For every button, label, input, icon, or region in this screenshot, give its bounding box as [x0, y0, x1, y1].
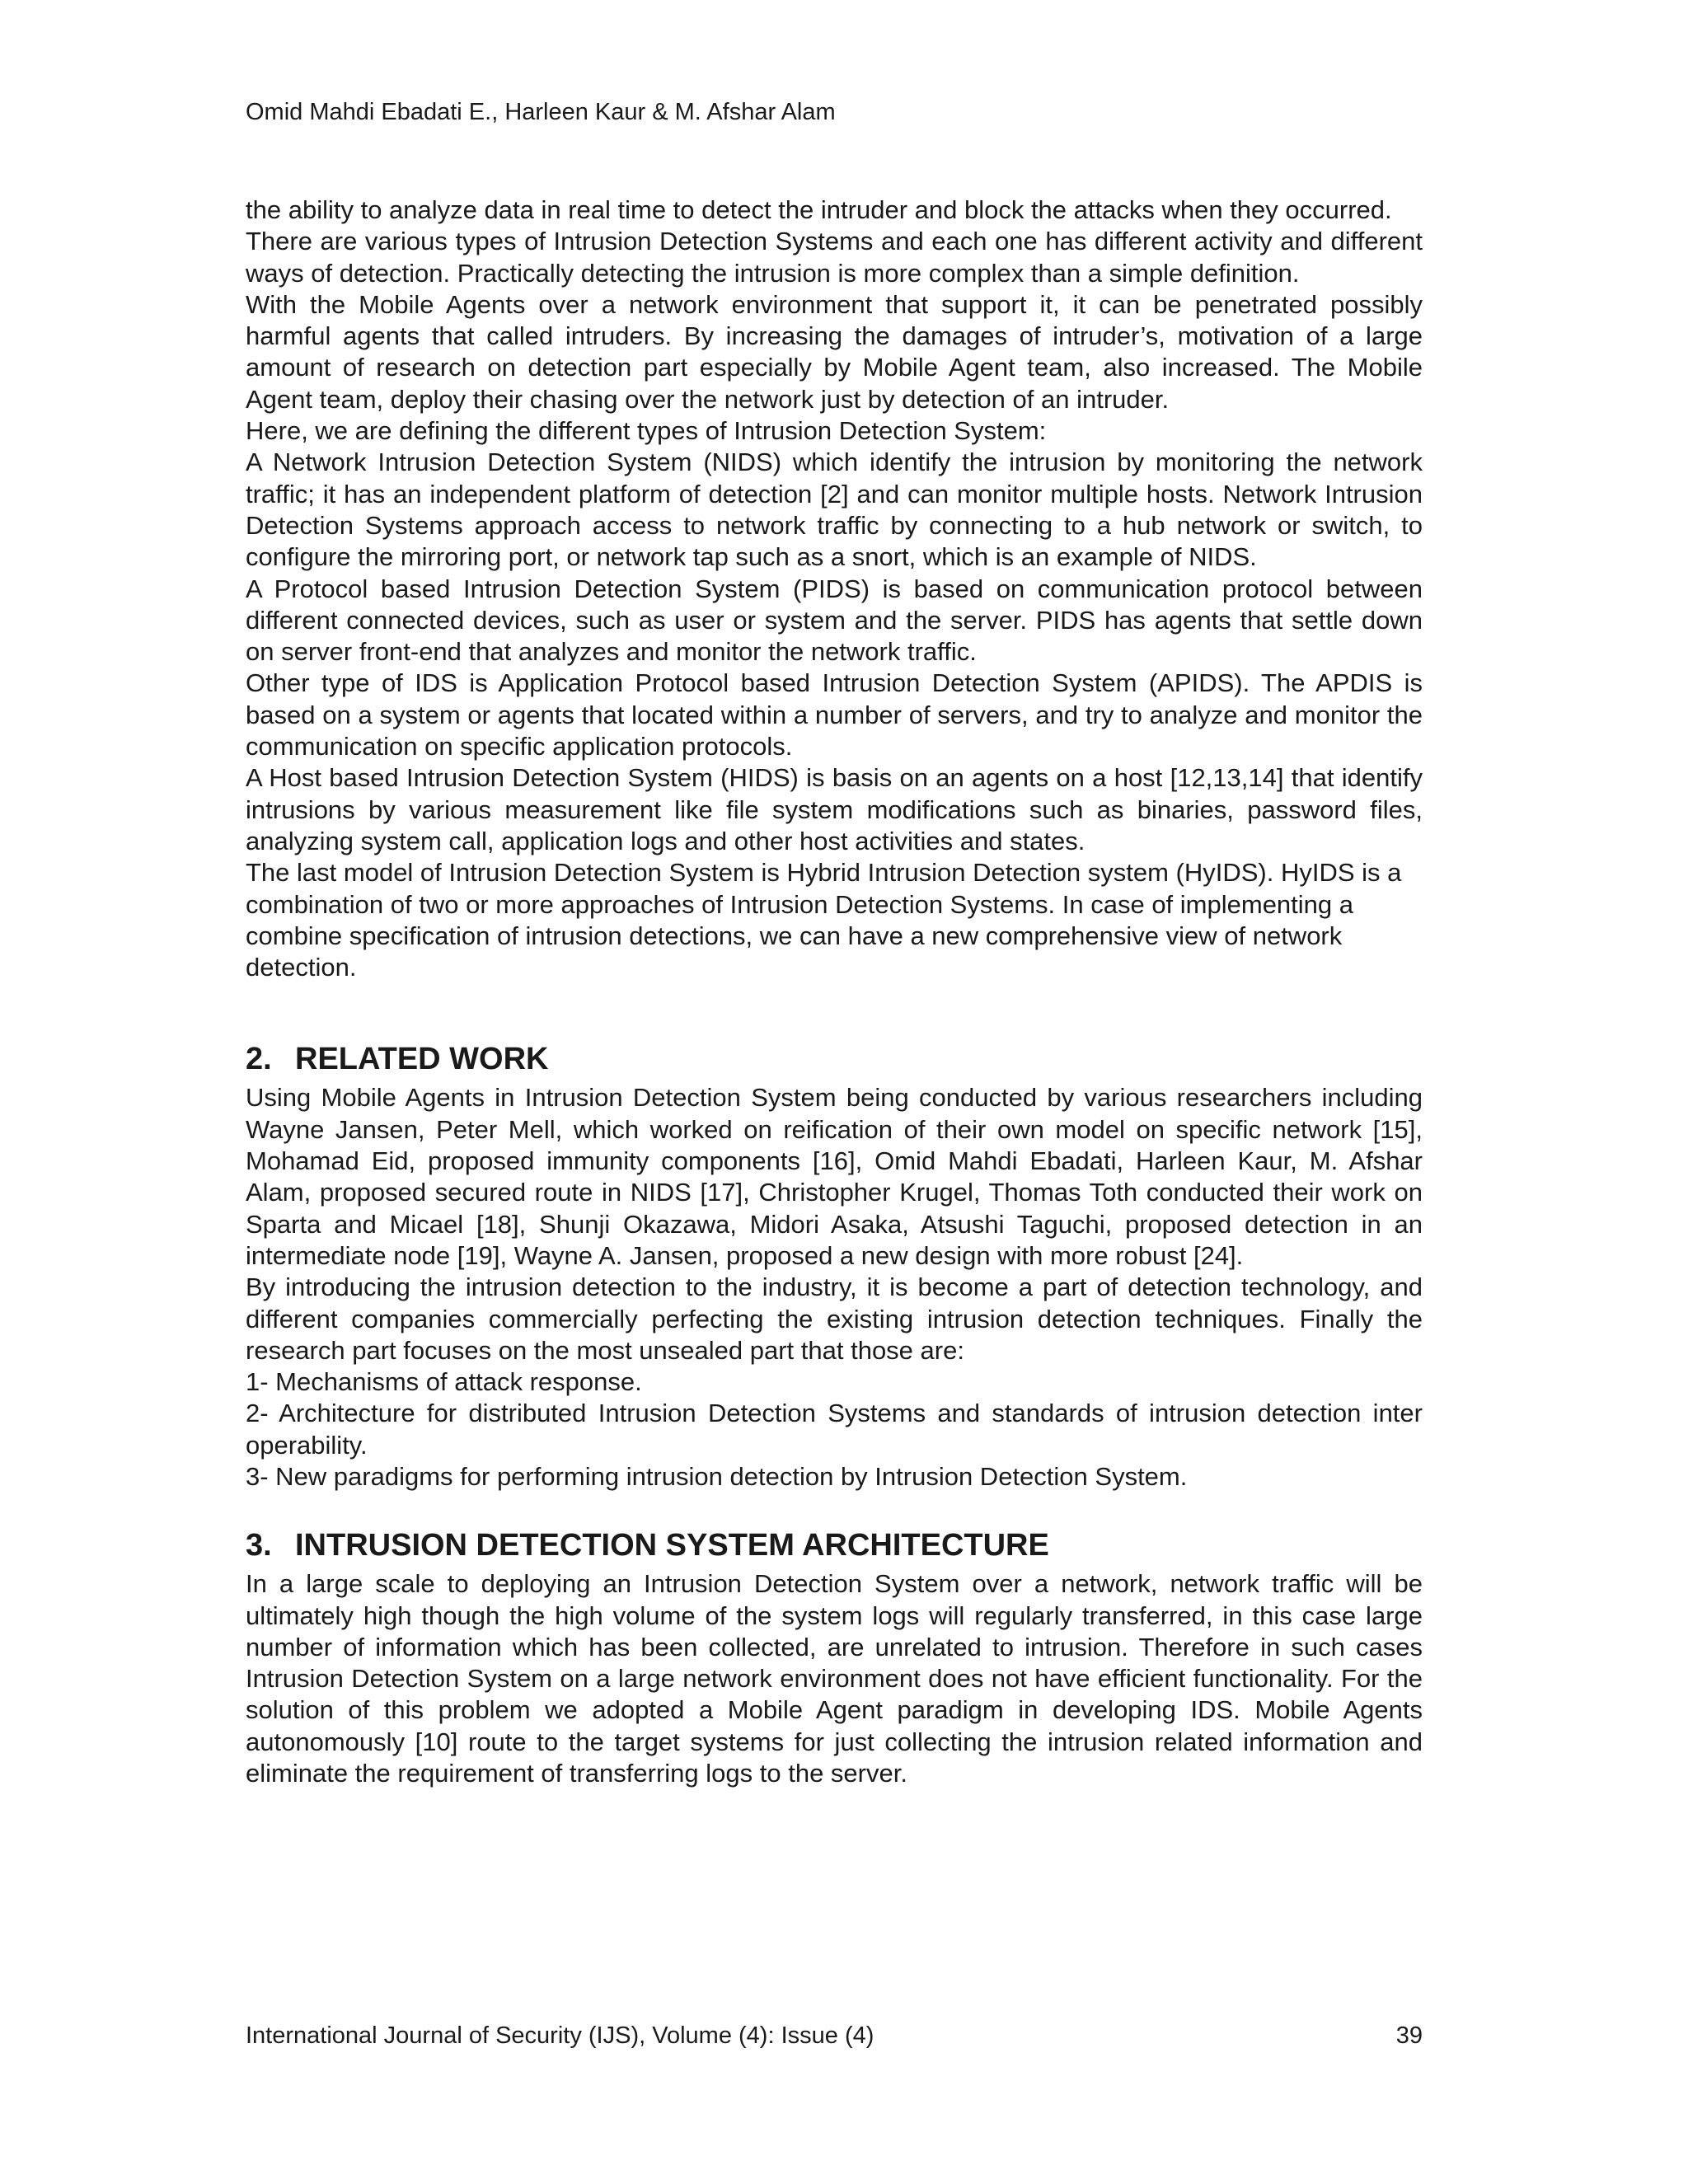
list-item: 1- Mechanisms of attack response.	[246, 1367, 642, 1397]
section-heading-ids-architecture	[246, 1526, 1423, 1565]
section-number: 2.	[246, 1042, 272, 1077]
paragraph: In a large scale to deploying an Intrusion Detection System over a network, network traffic will be ultimately high though the high volume of the system logs will regularly transferred, in this case large number of information which has been collected, are unrelated to intrusion. Therefore in such cases Intrusion Detection System on a large network environment does not have efficient functionality. For the solution of this problem we adopted a Mobile Agent paradigm in developing IDS. Mobile Agents autonomously [10] route to the target systems for just collecting the intrusion related information and eliminate the requirement of transferring logs to the server.	[246, 1569, 1423, 1788]
paragraph: A Network Intrusion Detection System (NIDS) which identify the intrusion by monitoring the network traffic; it has an independent platform of detection [2] and can monitor multiple hosts. Network Intrusion Detection Systems approach access to network traffic by connecting to a hub network or switch, to configure the mirroring port, or network tap such as a snort, which is an example of NIDS.	[246, 448, 1423, 572]
section-number: 3.	[246, 1528, 272, 1563]
journal-citation: International Journal of Security (IJS), Volume (4): Issue (4)	[246, 2022, 874, 2049]
list-item: 3- New paradigms for performing intrusion detection by Intrusion Detection System.	[246, 1461, 1188, 1491]
page-body	[246, 194, 1423, 1789]
paragraph: Other type of IDS is Application Protocol based Intrusion Detection System (APIDS). The APDIS is based on a system or agents that located within a number of servers, and try to analyze and monitor the communication on specific application protocols.	[246, 668, 1423, 762]
paragraph: With the Mobile Agents over a network environment that support it, it can be penetrated possibly harmful agents that called intruders. By increasing the damages of intruder’s, motivation of a large amount of research on detection part especially by Mobile Agent team, also increased. The Mobile Agent team, deploy their chasing over the network just by detection of an intruder.	[246, 289, 1423, 414]
paragraph: The last model of Intrusion Detection System is Hybrid Intrusion Detection system (HyIDS). HyIDS is a combination of two or more approaches of Intrusion Detection Systems. In case of implementing a combine specification of intrusion detections, we can have a new comprehensive view of network detection.	[246, 858, 1402, 982]
running-head: Omid Mahdi Ebadati E., Harleen Kaur & M. Afshar Alam	[246, 99, 836, 125]
section-title: RELATED WORK	[295, 1042, 549, 1077]
page-number: 39	[1395, 2022, 1423, 2049]
page-footer	[246, 2021, 1423, 2050]
paragraph: Using Mobile Agents in Intrusion Detection System being conducted by various researchers including Wayne Jansen, Peter Mell, which worked on reification of their own model on specific network [15], Mohamad Eid, proposed immunity components [16], Omid Mahdi Ebadati, Harleen Kaur, M. Afshar Alam, proposed secured route in NIDS [17], Christopher Krugel, Thomas Toth conducted their work on Sparta and Micael [18], Shunji Okazawa, Midori Asaka, Atsushi Taguchi, proposed detection in an intermediate node [19], Wayne A. Jansen, proposed a new design with more robust [24].	[246, 1083, 1423, 1270]
paragraph: Here, we are defining the different types of Intrusion Detection System:	[246, 416, 1047, 446]
paragraph: A Protocol based Intrusion Detection System (PIDS) is based on communication protocol between different connected devices, such as user or system and the server. PIDS has agents that settle down on server front-end that analyzes and monitor the network traffic.	[246, 574, 1423, 667]
paragraph: A Host based Intrusion Detection System (HIDS) is basis on an agents on a host [12,13,14] that identify intrusions by various measurement like file system modifications such as binaries, password files, analyzing system call, application logs and other host activities and states.	[246, 763, 1423, 855]
paragraph: By introducing the intrusion detection to the industry, it is become a part of detection technology, and different companies commercially perfecting the existing intrusion detection techniques. Finally the research part focuses on the most unsealed part that those are:	[246, 1272, 1423, 1365]
list-item: 2- Architecture for distributed Intrusion Detection Systems and standards of intrusion detection inter operability.	[246, 1399, 1423, 1460]
section-heading-related-work	[246, 1039, 1423, 1079]
section-title: INTRUSION DETECTION SYSTEM ARCHITECTURE	[295, 1528, 1049, 1563]
paragraph: the ability to analyze data in real time to detect the intruder and block the attacks when they occurred.	[246, 195, 1392, 224]
paragraph: There are various types of Intrusion Detection Systems and each one has different activity and different ways of detection. Practically detecting the intrusion is more complex than a simple definition.	[246, 227, 1423, 288]
